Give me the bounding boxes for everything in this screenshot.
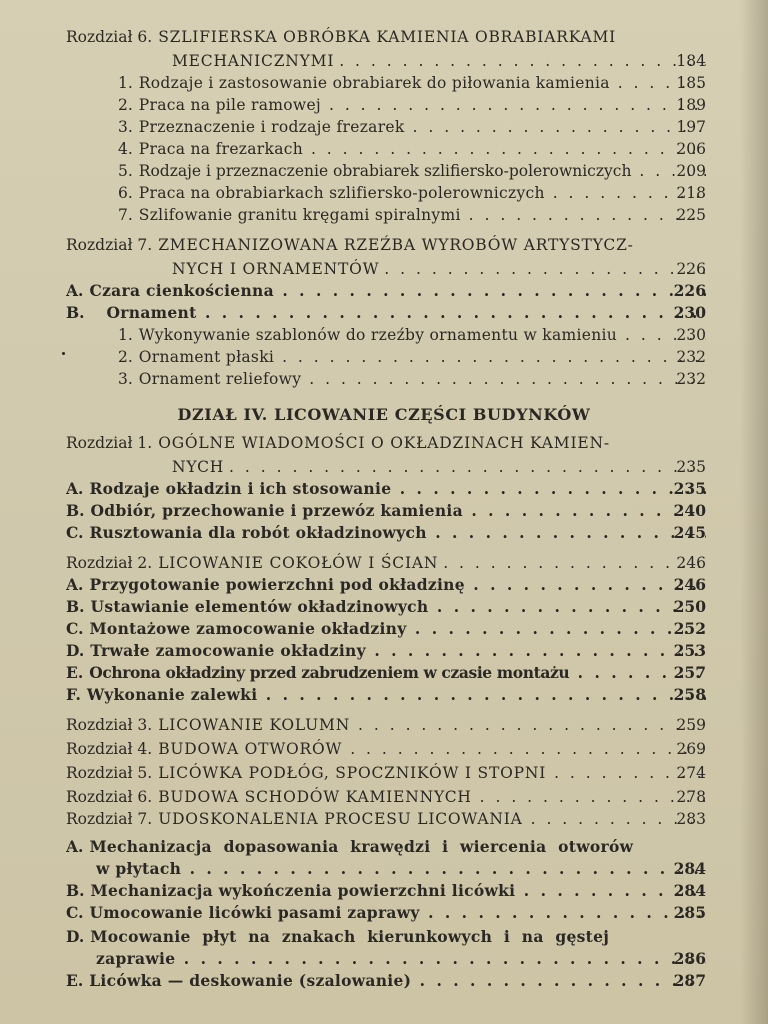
chapter-6-heading: Rozdział 6. SZLIFIERSKA OBRÓBKA KAMIENIA OBRABIARKAMI — [66, 28, 617, 46]
toc-item: 2. Praca na pile ramowej 189 . . . — [118, 94, 706, 116]
chapter-heading: Rozdział 5. LICÓWKA PODŁÓG, SPOCZNIKÓW I STOPNI 274 . . . — [66, 762, 706, 784]
toc-section: C. Rusztowania dla robót okładzinowych 245 . . . — [66, 522, 706, 544]
chapter-heading: Rozdział 7. UDOSKONALENIA PROCESU LICOWANIA 283 . . . — [66, 808, 706, 830]
chapter-6-heading-cont: MECHANICZNYMI 184 . . . — [172, 50, 706, 72]
chapter-heading: Rozdział 4. BUDOWA OTWORÓW 269 . . . — [66, 738, 706, 760]
toc-section: A. Przygotowanie powierzchni pod okładzinę 246 . . . — [66, 574, 706, 596]
toc-section: A. Rodzaje okładzin i ich stosowanie 235 . . . — [66, 478, 706, 500]
toc-section: B. Ornament 230 . . . — [66, 302, 706, 324]
toc-item: 1. Rodzaje i zastosowanie obrabiarek do piłowania kamienia 185 . . . — [118, 72, 706, 94]
toc-section: A. Czara cienkościenna 226 . . . — [66, 280, 706, 302]
toc-section: C. Umocowanie licówki pasami zaprawy 285 . . . — [66, 902, 706, 924]
toc-section: E. Ochrona okładziny przed zabrudzeniem w czasie montażu 257 . . . — [66, 662, 706, 684]
chapter-heading-cont: NYCH 235 . . . — [172, 456, 706, 478]
toc-item: 3. Przeznaczenie i rodzaje frezarek 197 . . . — [118, 116, 706, 138]
toc-section: A. Mechanizacja dopasowania krawędzi i wiercenia otworów — [66, 837, 634, 856]
toc-section: D. Mocowanie płyt na znakach kierunkowych i na gęstej — [66, 927, 610, 946]
chapter-heading: Rozdział 3. LICOWANIE KOLUMN 259 . . . — [66, 714, 706, 736]
toc-item: 7. Szlifowanie granitu kręgami spiralnymi 225 . . . — [118, 204, 706, 226]
toc-item: 1. Wykonywanie szablonów do rzeźby ornamentu w kamieniu 230 . . . — [118, 324, 706, 346]
toc-item: 4. Praca na frezarkach 206 . . . — [118, 138, 706, 160]
chapter-7-heading: Rozdział 7. ZMECHANIZOWANA RZEŹBA WYROBÓW ARTYSTYCZ- — [66, 236, 634, 254]
toc-section: E. Licówka — deskowanie (szalowanie) 287 . . . — [66, 970, 706, 992]
chapter-heading: Rozdział 6. BUDOWA SCHODÓW KAMIENNYCH 278 . . . — [66, 786, 706, 808]
page-number: 184 — [676, 52, 706, 70]
ink-dot — [62, 352, 65, 355]
toc-section-cont: w płytach 284 . . . — [96, 858, 706, 880]
toc-section-cont: zaprawie 286 . . . — [96, 948, 706, 970]
toc-section: D. Trwałe zamocowanie okładziny 253 . . . — [66, 640, 706, 662]
toc-item: 2. Ornament płaski 232 . . . — [118, 346, 706, 368]
toc-item: 6. Praca na obrabiarkach szlifiersko-polerowniczych 218 . . . — [118, 182, 706, 204]
toc-item: 5. Rodzaje i przeznaczenie obrabiarek szlifiersko-polerowniczych 209 . . . — [118, 160, 706, 182]
chapter-7-heading-cont: NYCH I ORNAMENTÓW 226 . . . — [172, 258, 706, 280]
chapter-heading: Rozdział 1. OGÓLNE WIADOMOŚCI O OKŁADZINACH KAMIEN- — [66, 434, 610, 452]
toc-item: 3. Ornament reliefowy 232 . . . — [118, 368, 706, 390]
toc-section: B. Odbiór, przechowanie i przewóz kamienia 240 . . . — [66, 500, 706, 522]
toc-section: B. Ustawianie elementów okładzinowych 250 . . . — [66, 596, 706, 618]
toc-section: F. Wykonanie zalewki 258 . . . — [66, 684, 706, 706]
part-heading: DZIAŁ IV. LICOWANIE CZĘŚCI BUDYNKÓW — [177, 405, 591, 424]
chapter-heading: Rozdział 2. LICOWANIE COKOŁÓW I ŚCIAN 246 . . . — [66, 552, 706, 574]
toc-section: B. Mechanizacja wykończenia powierzchni licówki 284 . . . — [66, 880, 706, 902]
toc-section: C. Montażowe zamocowanie okładziny 252 . . . — [66, 618, 706, 640]
